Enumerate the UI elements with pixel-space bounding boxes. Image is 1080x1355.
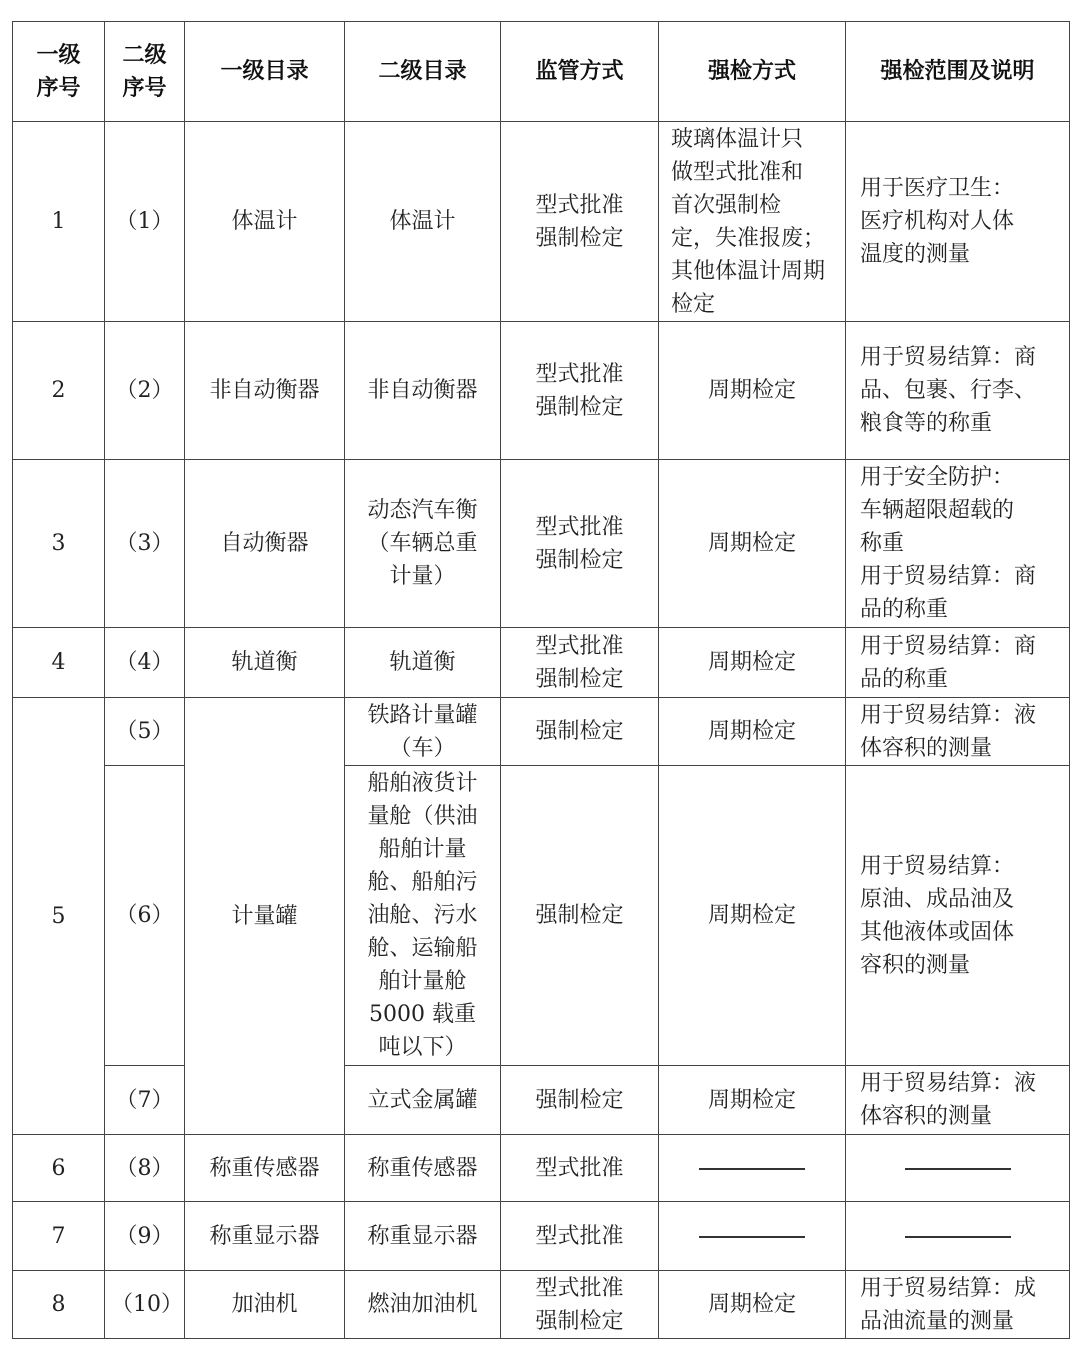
table-row <box>13 460 1070 628</box>
scope <box>846 1135 1070 1202</box>
level2-dir: 非自动衡器 <box>345 322 501 460</box>
level2-dir: 铁路计量罐 （车） <box>345 698 501 766</box>
supervision: 型式批准 强制检定 <box>501 322 659 460</box>
scope: 用于医疗卫生： 医疗机构对人体 温度的测量 <box>846 122 1070 322</box>
table-row <box>13 1202 1070 1271</box>
scope: 用于贸易结算：商 品的称重 <box>846 628 1070 698</box>
header-level2-no: 二级 序号 <box>105 22 185 122</box>
table-row <box>13 122 1070 322</box>
inspection: 周期检定 <box>659 460 846 628</box>
level2-no: （9） <box>105 1202 185 1271</box>
dash-placeholder <box>905 1168 1011 1170</box>
level2-dir: 称重显示器 <box>345 1202 501 1271</box>
level2-no: （5） <box>105 698 185 766</box>
level1-no: 7 <box>13 1202 105 1271</box>
inspection <box>659 1202 846 1271</box>
dash-placeholder <box>699 1236 805 1238</box>
level2-dir: 立式金属罐 <box>345 1066 501 1135</box>
level1-no: 5 <box>13 698 105 1135</box>
supervision: 型式批准 <box>501 1202 659 1271</box>
header-row <box>13 22 1070 122</box>
level1-dir: 非自动衡器 <box>185 322 345 460</box>
level1-dir: 计量罐 <box>185 698 345 1135</box>
table-row <box>13 628 1070 698</box>
table-row <box>13 766 1070 1066</box>
level2-no: （6） <box>105 766 185 1066</box>
header-level1-no: 一级 序号 <box>13 22 105 122</box>
supervision: 型式批准 强制检定 <box>501 1271 659 1339</box>
supervision: 强制检定 <box>501 1066 659 1135</box>
level1-dir: 体温计 <box>185 122 345 322</box>
supervision: 型式批准 <box>501 1135 659 1202</box>
level2-dir: 称重传感器 <box>345 1135 501 1202</box>
table-row <box>13 1135 1070 1202</box>
level2-dir: 体温计 <box>345 122 501 322</box>
level1-dir: 称重显示器 <box>185 1202 345 1271</box>
inspection: 玻璃体温计只 做型式批准和 首次强制检 定，失准报废； 其他体温计周期 检定 <box>659 122 846 322</box>
header-level2-dir: 二级目录 <box>345 22 501 122</box>
level1-no: 4 <box>13 628 105 698</box>
scope: 用于贸易结算：液 体容积的测量 <box>846 1066 1070 1135</box>
level1-dir: 自动衡器 <box>185 460 345 628</box>
scope <box>846 1202 1070 1271</box>
metrology-catalog-table <box>12 21 1070 1339</box>
level1-no: 3 <box>13 460 105 628</box>
supervision: 型式批准 强制检定 <box>501 122 659 322</box>
level2-no: （7） <box>105 1066 185 1135</box>
inspection: 周期检定 <box>659 322 846 460</box>
inspection: 周期检定 <box>659 1066 846 1135</box>
level1-no: 6 <box>13 1135 105 1202</box>
scope: 用于贸易结算：液 体容积的测量 <box>846 698 1070 766</box>
header-scope: 强检范围及说明 <box>846 22 1070 122</box>
supervision: 强制检定 <box>501 766 659 1066</box>
level1-no: 1 <box>13 122 105 322</box>
level2-dir: 燃油加油机 <box>345 1271 501 1339</box>
dash-placeholder <box>699 1168 805 1170</box>
supervision: 型式批准 强制检定 <box>501 628 659 698</box>
scope: 用于贸易结算：成 品油流量的测量 <box>846 1271 1070 1339</box>
table-row <box>13 1066 1070 1135</box>
inspection <box>659 1135 846 1202</box>
level2-dir: 动态汽车衡 （车辆总重 计量） <box>345 460 501 628</box>
dash-placeholder <box>905 1236 1011 1238</box>
scope: 用于安全防护： 车辆超限超载的 称重 用于贸易结算：商 品的称重 <box>846 460 1070 628</box>
inspection: 周期检定 <box>659 1271 846 1339</box>
level2-dir: 轨道衡 <box>345 628 501 698</box>
table-row <box>13 1271 1070 1339</box>
level2-no: （10） <box>105 1271 185 1339</box>
level1-no: 2 <box>13 322 105 460</box>
level2-no: （2） <box>105 322 185 460</box>
level1-no: 8 <box>13 1271 105 1339</box>
level1-dir: 加油机 <box>185 1271 345 1339</box>
level2-no: （4） <box>105 628 185 698</box>
inspection: 周期检定 <box>659 628 846 698</box>
level2-dir: 船舶液货计 量舱（供油 船舶计量 舱、船舶污 油舱、污水 舱、运输船 舶计量舱 5000 载重 吨以下） <box>345 766 501 1066</box>
inspection: 周期检定 <box>659 766 846 1066</box>
table-row <box>13 698 1070 766</box>
header-inspection: 强检方式 <box>659 22 846 122</box>
header-supervision: 监管方式 <box>501 22 659 122</box>
scope: 用于贸易结算： 原油、成品油及 其他液体或固体 容积的测量 <box>846 766 1070 1066</box>
level2-no: （1） <box>105 122 185 322</box>
scope: 用于贸易结算：商 品、包裹、行李、 粮食等的称重 <box>846 322 1070 460</box>
level2-no: （3） <box>105 460 185 628</box>
header-level1-dir: 一级目录 <box>185 22 345 122</box>
level2-no: （8） <box>105 1135 185 1202</box>
table-row <box>13 322 1070 460</box>
level1-dir: 称重传感器 <box>185 1135 345 1202</box>
inspection: 周期检定 <box>659 698 846 766</box>
level1-dir: 轨道衡 <box>185 628 345 698</box>
supervision: 强制检定 <box>501 698 659 766</box>
supervision: 型式批准 强制检定 <box>501 460 659 628</box>
